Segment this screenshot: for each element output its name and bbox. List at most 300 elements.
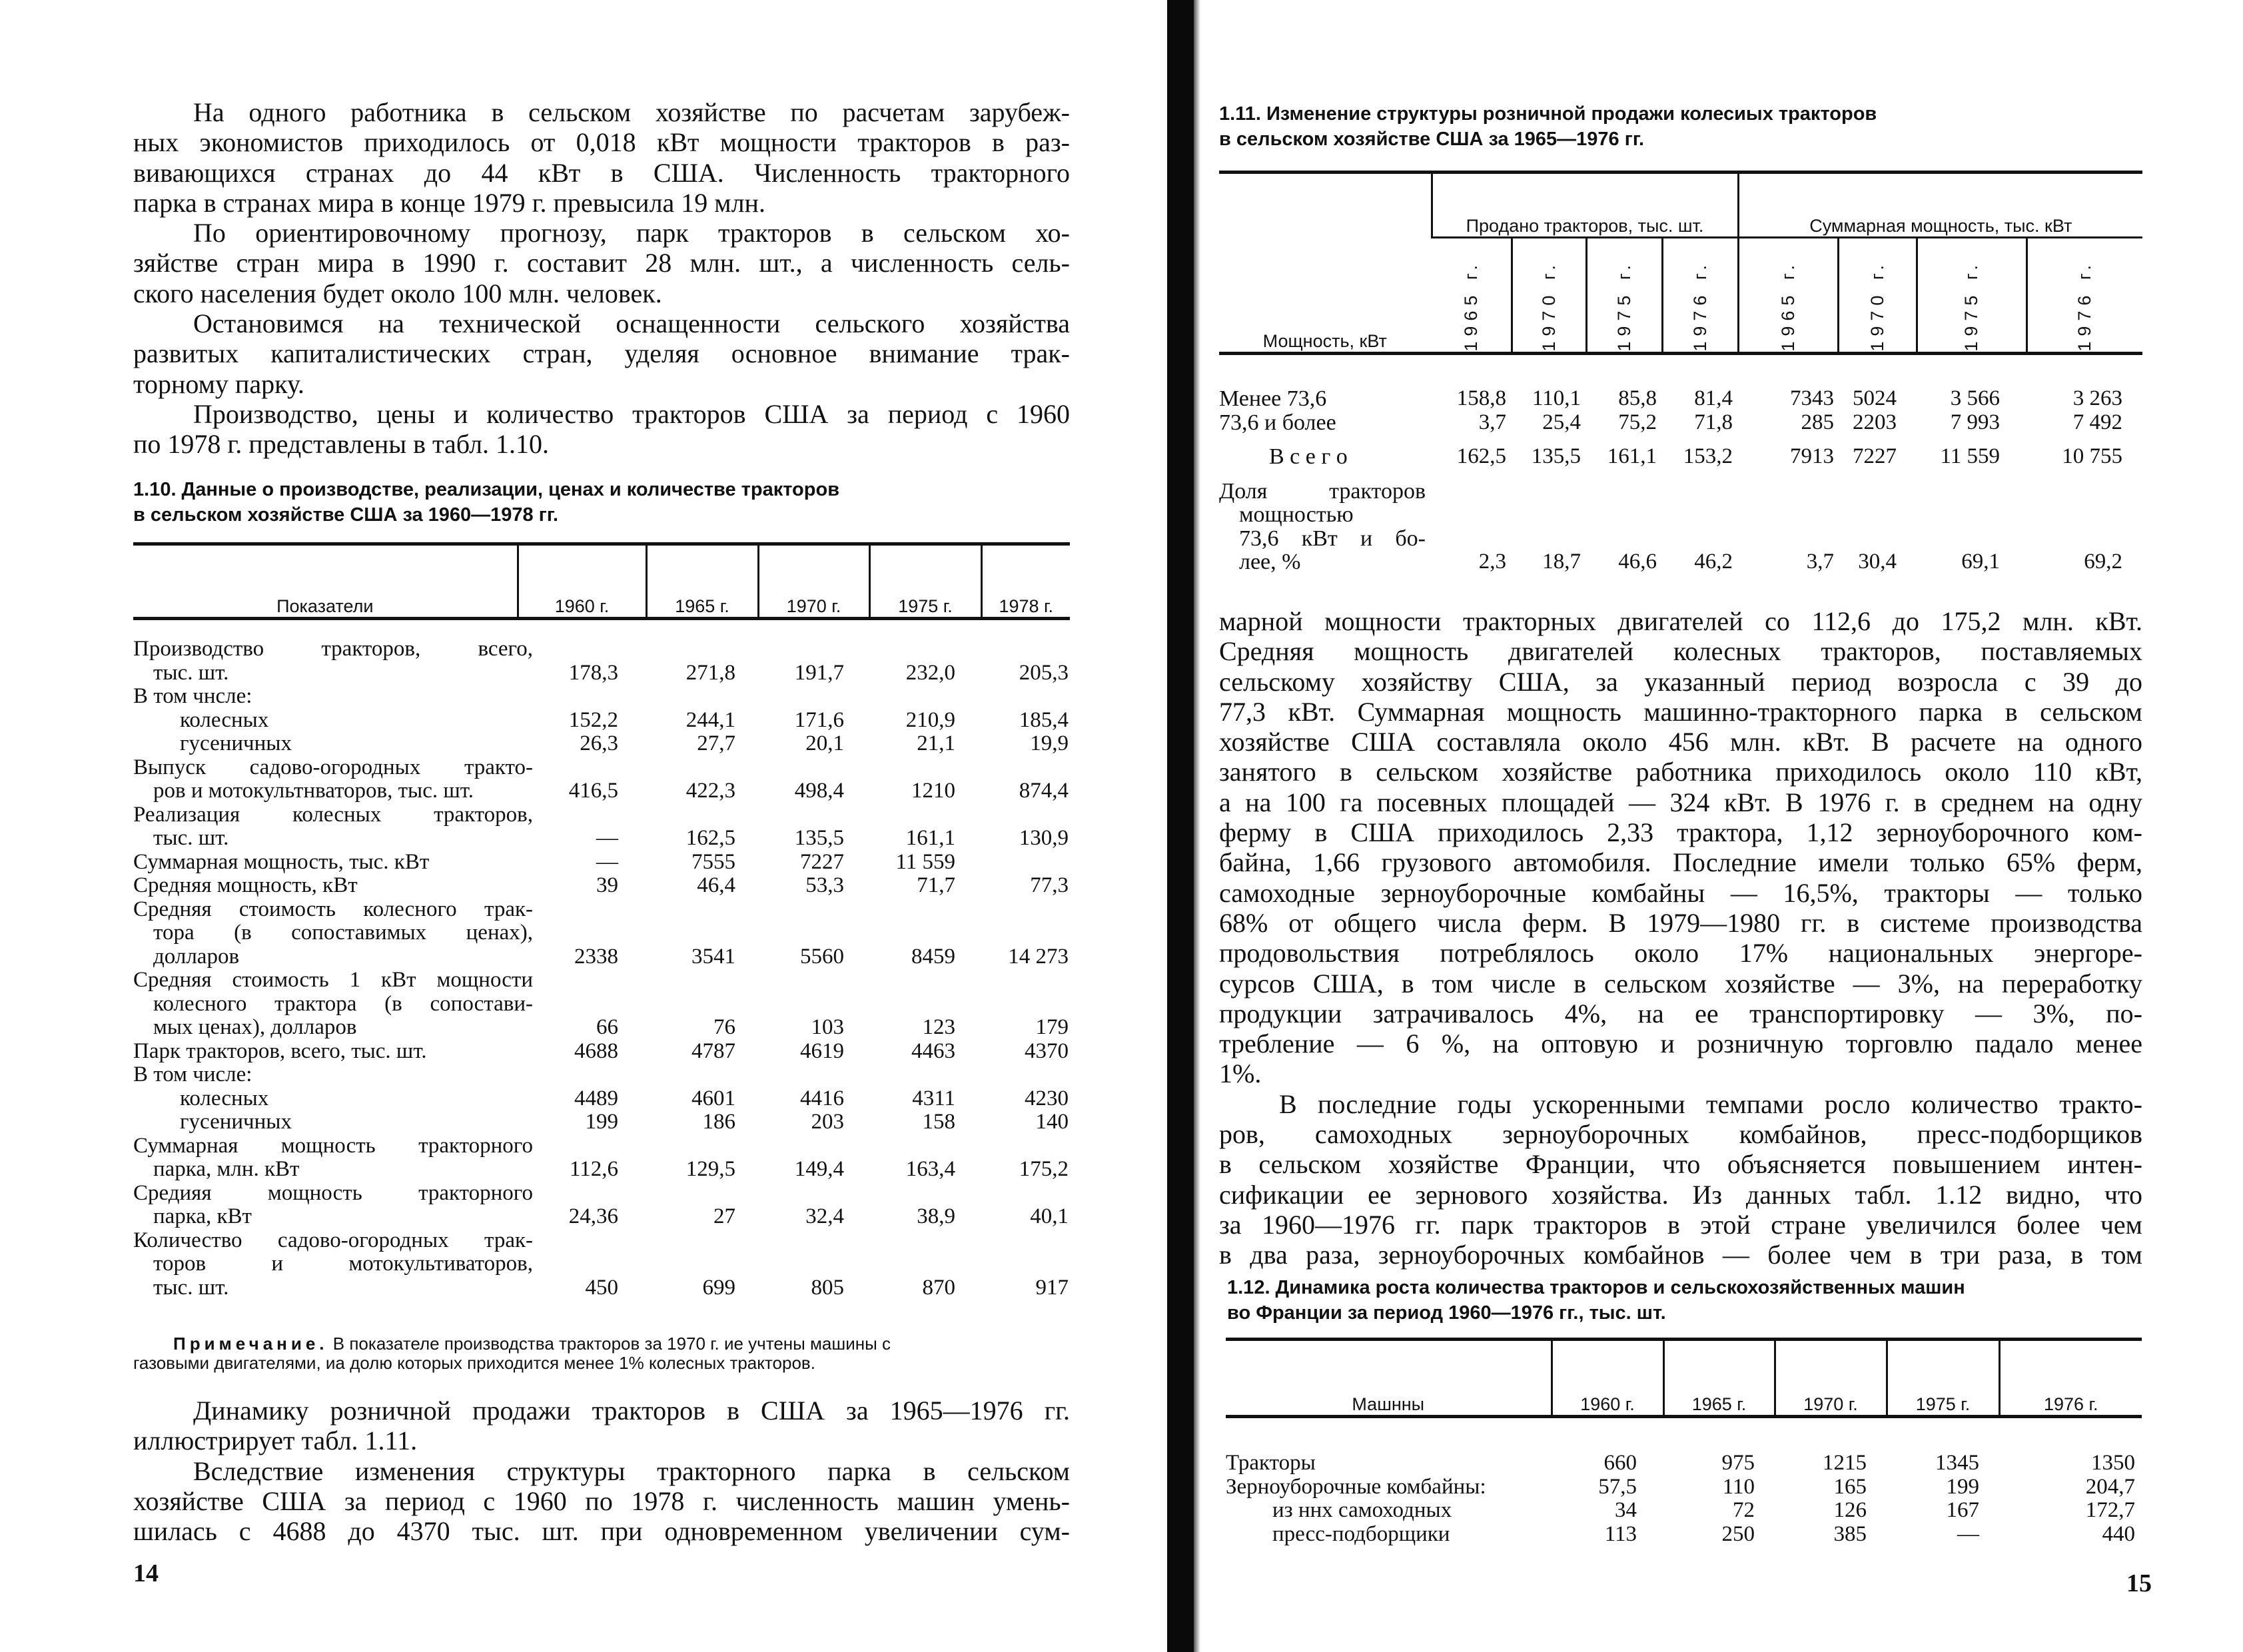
table-row xyxy=(133,803,1070,851)
cell-value: 7227 xyxy=(800,849,844,874)
text-line: По ориентировочному прогнозу, парк тракторов в сельском хо- xyxy=(193,218,1070,248)
row-label xyxy=(133,1133,533,1182)
text-line: Динамику розничной продажи тракторов в США за 1965—1976 гг. xyxy=(193,1396,1070,1426)
row-label xyxy=(133,619,533,685)
text-line: 68% от общего числа ферм. В 1979—1980 гг. в системе производства xyxy=(1219,907,2142,938)
cell-value: 4688 xyxy=(574,1038,618,1063)
table-group-header-row xyxy=(1219,173,2142,238)
cell-value: 4230 xyxy=(1025,1086,1069,1110)
cell-value: 186 xyxy=(702,1110,735,1134)
table-row xyxy=(1219,411,2142,435)
cell-value: 171,6 xyxy=(794,707,844,732)
cell-value: 135,5 xyxy=(794,826,844,850)
cell-value: 172,7 xyxy=(2085,1498,2135,1522)
group-header-power: Суммарная мощность, тыс. кВт xyxy=(1738,173,2142,238)
cell-value xyxy=(981,685,1070,709)
cell-value: 1210 xyxy=(911,779,955,803)
label-line: Средняя стоимость колесного трак- xyxy=(133,897,533,921)
row-label xyxy=(133,1228,533,1300)
table-note xyxy=(133,1334,1070,1373)
cell-value: 149,4 xyxy=(794,1157,844,1181)
cell-value: 26,3 xyxy=(580,731,618,755)
cell-value: 203 xyxy=(811,1110,844,1134)
text-line: за 1960—1976 гг. парк тракторов в этой стране увеличился более чем xyxy=(1219,1209,2142,1240)
table-row xyxy=(133,756,1070,803)
label-line: В том чнсле: xyxy=(133,684,252,708)
label-line: гусеничных xyxy=(180,1110,292,1134)
cell-value: 161,1 xyxy=(905,826,955,850)
column-header: 1960 г. xyxy=(1552,1340,1663,1417)
cell-value: 76 xyxy=(713,1015,735,1039)
text-line: требление — 6 %, на оптовую и розничную торговлю падало менее xyxy=(1219,1029,2142,1059)
label-line: лее, % xyxy=(1239,550,1301,574)
text-line: На одного работника в сельском хозяйстве по расчетам зарубеж- xyxy=(193,97,1070,127)
text-line: развитых капиталистических стран, уделяя основное внимание трак- xyxy=(133,338,1070,369)
table-1-11 xyxy=(1219,171,2142,574)
year-header xyxy=(1738,238,1838,354)
text-line: В последние годы ускоренными темпами росло количество тракто- xyxy=(1279,1088,2142,1119)
cell-value: 4311 xyxy=(912,1086,955,1110)
label-line: В с е г о xyxy=(1269,444,1348,469)
row-label xyxy=(133,897,533,969)
cell-value: 11 559 xyxy=(895,849,955,874)
left-text-top xyxy=(133,97,1070,460)
text-line: зяйстве стран мира в 1990 г. составит 28 млн. шт., а численность сель- xyxy=(133,248,1070,278)
cell-value: 3,7 xyxy=(1806,550,1835,574)
cell-value: 162,5 xyxy=(685,826,735,850)
cell-value: 110,1 xyxy=(1532,386,1581,410)
column-header: 1970 г. xyxy=(1775,1340,1887,1417)
cell-value: 975 xyxy=(1721,1451,1755,1475)
paragraph xyxy=(133,1456,1070,1547)
table-row xyxy=(133,1110,1070,1134)
page-number-left: 14 xyxy=(133,1559,159,1587)
text-line: байна, 1,66 грузового автомобиля. Последние имели только 65% ферм, xyxy=(1219,847,2142,878)
label-line: Выпуск садово-огородных тракто- xyxy=(133,755,533,779)
row-label xyxy=(1219,434,1432,469)
label-line: Менее 73,6 xyxy=(1219,386,1327,411)
row-label xyxy=(1226,1417,1552,1475)
text-line: сификации ее зернового хозяйства. Из данных табл. 1.12 видно, что xyxy=(1219,1179,2142,1210)
paragraph xyxy=(133,399,1070,460)
row-label xyxy=(133,685,518,709)
cell-value: 699 xyxy=(702,1275,735,1300)
cell-value: 660 xyxy=(1603,1451,1637,1475)
page-number-right: 15 xyxy=(2126,1569,2152,1597)
cell-value: 77,3 xyxy=(1030,873,1069,897)
cell-value: 112,6 xyxy=(569,1157,618,1181)
cell-value: 85,8 xyxy=(1618,386,1657,410)
text-line: Вследствие изменения структуры тракторного парка в сельском xyxy=(193,1455,1070,1486)
cell-value: 3 566 xyxy=(1950,386,2001,410)
right-text xyxy=(1219,606,2142,1270)
paragraph xyxy=(1219,1089,2142,1270)
cell-value: 34 xyxy=(1615,1498,1637,1522)
cell-value: 39 xyxy=(596,873,618,897)
cell-value: 75,2 xyxy=(1618,410,1657,434)
cell-value: 210,9 xyxy=(905,707,955,732)
cell-value: 498,4 xyxy=(794,779,844,803)
paragraph xyxy=(133,308,1070,399)
cell-value: 71,7 xyxy=(917,873,955,897)
cell-value: 385 xyxy=(1833,1521,1867,1546)
column-header: Показатели xyxy=(276,596,374,616)
row-label xyxy=(133,1063,518,1087)
row-label xyxy=(133,1087,518,1111)
cell-value: 185,4 xyxy=(1019,707,1069,732)
cell-value: 152,2 xyxy=(568,707,618,732)
label-line: колесных xyxy=(180,707,269,732)
cell-value: 4370 xyxy=(1025,1038,1069,1063)
cell-value xyxy=(758,1063,869,1087)
cell-value: 7343 xyxy=(1790,386,1835,410)
row-label xyxy=(133,968,533,1040)
table-row xyxy=(133,1087,1070,1111)
paragraph xyxy=(133,97,1070,218)
caption-line: в сельском хозяйстве США за 1965—1976 гг. xyxy=(1219,129,1645,150)
cell-value: 14 273 xyxy=(1008,944,1069,969)
label-line: В том числе: xyxy=(133,1062,252,1086)
year-label: 1965 г. xyxy=(1777,260,1798,352)
cell-value xyxy=(869,1063,981,1087)
row-label xyxy=(133,1180,533,1229)
text-line: ского населения будет около 100 млн. человек. xyxy=(133,278,662,308)
cell-value: 450 xyxy=(585,1275,618,1300)
cell-value: 178,3 xyxy=(568,660,618,685)
row-label xyxy=(1219,469,1432,574)
cell-value: 191,7 xyxy=(794,660,844,685)
label-line: Суммарная мощность, тыс. кВт xyxy=(133,849,430,874)
table-row xyxy=(1226,1475,2142,1499)
cell-value: 175,2 xyxy=(1019,1157,1069,1181)
cell-value: 422,3 xyxy=(685,779,735,803)
text-line: хозяйстве США составляла около 456 млн. кВт. В расчете на одного xyxy=(1219,727,2142,757)
cell-value xyxy=(981,1063,1070,1087)
table-row xyxy=(133,1134,1070,1182)
label-line: тора (в сопоставимых ценах), xyxy=(153,921,533,945)
cell-value: 7913 xyxy=(1790,444,1835,468)
cell-value: 870 xyxy=(922,1275,955,1300)
label-line: мых ценах), долларов xyxy=(153,1015,357,1039)
cell-value: 232,0 xyxy=(905,660,955,685)
book-spine xyxy=(1167,0,1194,1652)
cell-value: 4601 xyxy=(691,1086,735,1110)
table-1-12 xyxy=(1226,1338,2142,1546)
cell-value: 4416 xyxy=(800,1086,844,1110)
cell-value: 25,4 xyxy=(1542,410,1581,434)
table-row xyxy=(1226,1523,2142,1547)
label-line: тыс. шт. xyxy=(153,1275,229,1300)
text-line: 77,3 кВт. Суммарная мощность машинно-тракторного парка в сельском xyxy=(1219,696,2142,727)
cell-value: 135,5 xyxy=(1531,444,1581,468)
year-label: 1970 г. xyxy=(1867,260,1887,352)
cell-value: 46,6 xyxy=(1618,550,1657,574)
label-line: ров и мотокультнваторов, тыс. шт. xyxy=(153,779,474,803)
caption-line: 1.11. Изменение структуры розничной продажи колесиых тракторов xyxy=(1219,103,1877,125)
label-line: парка, млн. кВт xyxy=(153,1157,300,1181)
column-header: 1975 г. xyxy=(1887,1340,1999,1417)
text-line: парка в странах мира в конце 1979 г. превысила 19 млн. xyxy=(133,187,765,218)
cell-value: 250 xyxy=(1721,1521,1755,1546)
cell-value: 110 xyxy=(1722,1474,1755,1499)
year-label: 1965 г. xyxy=(1460,260,1481,352)
text-line: вивающихся странах до 44 кВт в США. Численность тракторного xyxy=(133,157,1070,188)
cell-value: 4463 xyxy=(911,1038,955,1063)
cell-value: 161,1 xyxy=(1607,444,1657,468)
cell-value xyxy=(646,1063,758,1087)
cell-value: 4787 xyxy=(691,1038,735,1063)
cell-value: 4489 xyxy=(574,1086,618,1110)
cell-value: 917 xyxy=(1035,1275,1069,1300)
label-line: 73,6 кВт и бо- xyxy=(1239,526,1426,551)
text-line: сурсов США, в том числе в сельском хозяйстве — 3%, на переработку xyxy=(1219,968,2142,999)
label-line: 73,6 и более xyxy=(1219,410,1336,435)
note-title: Примечание. xyxy=(173,1334,328,1354)
cell-value: 7 993 xyxy=(1950,410,2001,434)
cell-value: 46,2 xyxy=(1694,550,1733,574)
caption-line: 1.10. Данные о производстве, реализации, ценах и количестве тракторов xyxy=(133,479,840,500)
year-header xyxy=(2026,238,2142,354)
cell-value: 163,4 xyxy=(905,1157,955,1181)
table-row xyxy=(1226,1499,2142,1523)
year-header xyxy=(1838,238,1917,354)
table-row xyxy=(133,851,1070,875)
cell-value: 20,1 xyxy=(805,731,844,755)
text-line: ных экономистов приходилось от 0,018 кВт мощности тракторов в раз- xyxy=(133,127,1070,158)
table-1-10-caption xyxy=(133,477,839,528)
cell-value: 1345 xyxy=(1935,1451,1979,1475)
cell-value: 805 xyxy=(811,1275,844,1300)
cell-value: 57,5 xyxy=(1598,1474,1637,1499)
row-label xyxy=(133,1110,518,1134)
cell-value: 24,36 xyxy=(568,1204,618,1228)
cell-value: 10 755 xyxy=(2062,444,2123,468)
cell-value: — xyxy=(1957,1521,1979,1546)
cell-value: 71,8 xyxy=(1694,410,1733,434)
text-line: продукции затрачивалось 4%, на ее транспортировку — 3%, по- xyxy=(1219,998,2142,1029)
text-line: сельскому хозяйству США, за указанный период возросла с 39 до xyxy=(1219,666,2142,697)
table-header-row xyxy=(133,544,1070,619)
cell-value: 69,1 xyxy=(1961,550,2001,574)
cell-value: 40,1 xyxy=(1030,1204,1069,1228)
cell-value: 27,7 xyxy=(697,731,735,755)
cell-value xyxy=(869,685,981,709)
cell-value: 3,7 xyxy=(1478,410,1506,434)
cell-value: 129,5 xyxy=(685,1157,735,1181)
cell-value xyxy=(518,1063,646,1087)
table-1-11-caption xyxy=(1219,101,1877,152)
cell-value: 66 xyxy=(596,1015,618,1039)
row-header: Мощность, кВт xyxy=(1219,173,1432,354)
cell-value: 179 xyxy=(1035,1015,1069,1039)
cell-value: 204,7 xyxy=(2085,1474,2135,1499)
cell-value: 46,4 xyxy=(697,873,735,897)
label-line: Производство тракторов, всего, xyxy=(133,637,533,661)
cell-value: 158,8 xyxy=(1456,386,1506,410)
caption-line: 1.12. Динамика роста количества тракторов и сельскохозяйственных машин xyxy=(1227,1277,1965,1298)
table-1-12-caption xyxy=(1227,1275,1965,1326)
cell-value: 140 xyxy=(1035,1110,1069,1134)
cell-value: 27 xyxy=(713,1204,735,1228)
table-row xyxy=(133,685,1070,709)
text-line: марной мощности тракторных двигателей со 112,6 до 175,2 млн. кВт. xyxy=(1219,606,2142,636)
cell-value: 32,4 xyxy=(805,1204,844,1228)
left-text-bottom xyxy=(133,1396,1070,1546)
text-line: самоходные зерноуборочные комбайны — 16,5%, тракторы — только xyxy=(1219,877,2142,908)
label-line: Количество садово-огородных трак- xyxy=(133,1228,533,1252)
cell-value xyxy=(981,851,1070,875)
cell-value: 162,5 xyxy=(1456,444,1506,468)
text-line: по 1978 г. представлены в табл. 1.10. xyxy=(133,429,550,460)
table-row xyxy=(133,1182,1070,1229)
cell-value: 158 xyxy=(922,1110,955,1134)
cell-value: 874,4 xyxy=(1019,779,1069,803)
cell-value: 440 xyxy=(2102,1521,2135,1546)
text-line: Производство, цены и количество тракторов США за период с 1960 xyxy=(193,398,1070,429)
label-line: Парк тракторов, всего, тыс. шт. xyxy=(133,1038,427,1063)
cell-value: 38,9 xyxy=(917,1204,955,1228)
table-header-row xyxy=(1226,1340,2142,1417)
text-line: в два раза, зерноуборочных комбайнов — более чем в три раза, в том xyxy=(1219,1240,2142,1270)
table-row xyxy=(133,1229,1070,1300)
cell-value xyxy=(758,685,869,709)
label-line: пресс-подборщики xyxy=(1272,1521,1450,1546)
table-row xyxy=(1219,434,2142,469)
paragraph xyxy=(133,1396,1070,1456)
cell-value: 21,1 xyxy=(917,731,955,755)
cell-value: 18,7 xyxy=(1542,550,1581,574)
table-1-10 xyxy=(133,542,1070,1300)
cell-value: 103 xyxy=(811,1015,844,1039)
text-line: в сельском хозяйстве Франции, что объясняется повышением интен- xyxy=(1219,1149,2142,1180)
cell-value: — xyxy=(596,849,618,874)
table-row xyxy=(1226,1417,2142,1475)
caption-line: в сельском хозяйстве США за 1960—1978 гг. xyxy=(133,504,559,526)
year-label: 1975 г. xyxy=(1613,260,1634,352)
cell-value: 165 xyxy=(1833,1474,1867,1499)
cell-value: 11 559 xyxy=(1940,444,2001,468)
text-line: хозяйстве США за период с 1960 по 1978 г. численность машин умень- xyxy=(133,1485,1070,1516)
cell-value: 30,4 xyxy=(1858,550,1897,574)
label-line: Суммарная мощность тракторного xyxy=(133,1133,533,1158)
note-line: В показателе производства тракторов за 1970 г. ие учтены машины с xyxy=(332,1334,891,1354)
label-line: торов и мотокультиваторов, xyxy=(153,1252,533,1276)
label-line: тыс. шт. xyxy=(153,660,229,685)
cell-value: 113 xyxy=(1604,1521,1637,1546)
row-label xyxy=(133,1040,518,1064)
cell-value: 69,2 xyxy=(2084,550,2123,574)
row-label xyxy=(1226,1499,1552,1523)
row-label xyxy=(133,709,518,733)
row-label xyxy=(1226,1523,1552,1547)
text-line: ров, самоходных зерноуборочных комбайнов, пресс-подборщиков xyxy=(1219,1119,2142,1150)
label-line: Зерноуборочные комбайны: xyxy=(1226,1474,1486,1499)
cell-value: 2338 xyxy=(574,944,618,969)
label-line: парка, кВт xyxy=(153,1204,252,1228)
paragraph xyxy=(133,218,1070,308)
cell-value: 7555 xyxy=(691,849,735,874)
table-row xyxy=(133,1040,1070,1064)
cell-value: 244,1 xyxy=(685,707,735,732)
book-spine-shadow xyxy=(1194,0,1200,1652)
year-header xyxy=(1586,238,1662,354)
cell-value: 130,9 xyxy=(1019,826,1069,850)
cell-value: 3 263 xyxy=(2072,386,2123,410)
table-row xyxy=(133,1063,1070,1087)
year-header xyxy=(1512,238,1586,354)
text-line: иллюстрирует табл. 1.11. xyxy=(133,1426,418,1456)
table-row xyxy=(1219,469,2142,574)
text-line: 1%. xyxy=(1219,1058,1262,1089)
cell-value xyxy=(646,685,758,709)
cell-value: 2203 xyxy=(1853,410,1897,434)
text-line: шилась с 4688 до 4370 тыс. шт. при одновременном увеличении сум- xyxy=(133,1516,1070,1547)
note-line: газовыми двигателями, иа долю которых приходится менее 1% колесных тракторов. xyxy=(133,1353,815,1373)
cell-value: 153,2 xyxy=(1683,444,1733,468)
label-line: Средияя мощность тракторного xyxy=(133,1180,533,1205)
text-line: продовольствия потреблялось около 17% национальных энергоре- xyxy=(1219,938,2142,969)
label-line: тыс. шт. xyxy=(153,826,229,850)
table-row xyxy=(133,874,1070,898)
row-label xyxy=(133,874,518,898)
cell-value: 1215 xyxy=(1823,1451,1867,1475)
row-label xyxy=(1219,411,1432,435)
cell-value: 123 xyxy=(922,1015,955,1039)
row-label xyxy=(1226,1475,1552,1499)
cell-value: 7227 xyxy=(1853,444,1897,468)
cell-value: 271,8 xyxy=(685,660,735,685)
cell-value: 7 492 xyxy=(2072,410,2123,434)
table-row xyxy=(133,709,1070,733)
year-label: 1970 г. xyxy=(1538,260,1559,352)
table-row xyxy=(1219,354,2142,411)
caption-line: во Франции за период 1960—1976 гг., тыс. шт. xyxy=(1227,1302,1666,1324)
cell-value: 126 xyxy=(1833,1498,1867,1522)
label-line: Тракторы xyxy=(1226,1451,1316,1475)
label-line: гусеничных xyxy=(180,731,292,755)
column-header: 1965 г. xyxy=(1663,1340,1775,1417)
row-label xyxy=(133,851,518,875)
text-line: занятого в сельском хозяйстве работника приходилось около 110 кВт, xyxy=(1219,757,2142,787)
cell-value: 199 xyxy=(1946,1474,1979,1499)
cell-value: 167 xyxy=(1946,1498,1979,1522)
text-line: а на 100 га посевных площадей — 324 кВт. В 1976 г. в среднем на одну xyxy=(1219,787,2142,817)
label-line: долларов xyxy=(153,944,240,969)
table-row xyxy=(133,898,1070,969)
label-line: колесных xyxy=(180,1086,269,1110)
table-row xyxy=(133,732,1070,756)
year-header xyxy=(1432,238,1512,354)
text-line: торному парку. xyxy=(133,368,304,399)
text-line: Остановимся на технической оснащенности сельского хозяйства xyxy=(193,308,1070,339)
column-header: 1978 г. xyxy=(981,544,1070,619)
cell-value: 8459 xyxy=(911,944,955,969)
year-label: 1976 г. xyxy=(2074,260,2095,352)
column-header: Машнны xyxy=(1352,1394,1425,1414)
cell-value: 1350 xyxy=(2091,1451,2135,1475)
cell-value: 72 xyxy=(1733,1498,1755,1522)
cell-value: 416,5 xyxy=(568,779,618,803)
cell-value: 205,3 xyxy=(1019,660,1069,685)
text-line: Средняя мощность двигателей колесных тракторов, поставляемых xyxy=(1219,636,2142,667)
column-header: 1976 г. xyxy=(1999,1340,2142,1417)
column-header: 1965 г. xyxy=(646,544,758,619)
row-label xyxy=(133,802,533,851)
cell-value xyxy=(518,685,646,709)
cell-value: 81,4 xyxy=(1694,386,1733,410)
label-line: из ннх самоходных xyxy=(1272,1498,1452,1522)
cell-value: 19,9 xyxy=(1030,731,1069,755)
